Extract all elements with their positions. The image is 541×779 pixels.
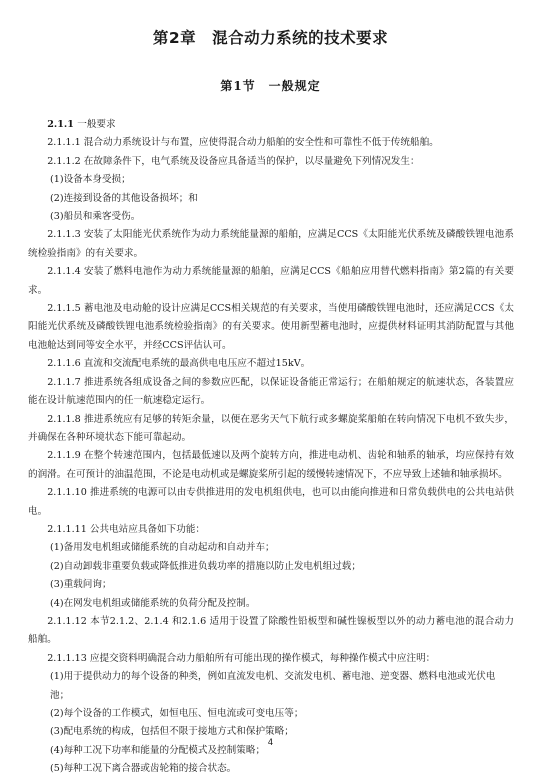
paragraph-2-1-1-4: 2.1.1.4 安装了燃料电池作为动力系统能量源的船舶，应满足CCS《船舶应用替代燃料指南》第2篇的有关要求。 xyxy=(28,266,514,296)
chapter-title: 第2章 混合动力系统的技术要求 xyxy=(152,29,389,47)
subsection-number: 2.1.1 xyxy=(47,119,74,130)
list-item: (2)自动卸载非重要负载或降低推进负载功率的措施以防止发电机组过载； xyxy=(50,560,361,572)
paragraph-2-1-1-12: 2.1.1.12 本节2.1.2、2.1.4 和2.1.6 适用于设置了除酸性铅板型和碱性镍板型以外的动力蓄电池的混合动力船舶。 xyxy=(28,615,514,646)
list-item: (4)在网发电机组或储能系统的负荷分配及控制。 xyxy=(50,597,256,609)
paragraph-2-1-1-8: 2.1.1.8 推进系统应有足够的转矩余量，以便在恶劣天气下航行或多螺旋桨船舶在转向情况下电机不致失步，并确保在各种环境状态下能可靠起动。 xyxy=(28,413,514,443)
list-item: (1)设备本身受损； xyxy=(50,174,131,186)
paragraph-2-1-1-5: 2.1.1.5 蓄电池及电动舱的设计应满足CCS相关规范的有关要求，当使用磷酸铁锂电池时，还应满足CCS《太阳能光伏系统及磷酸铁锂电池系统检验指南》的有关要求。使用新型蓄电池时，应提供材料证明其消防配置与其他电池舱达到同等安全水平，并经CCS评估认可。 xyxy=(28,303,514,351)
list-item: (1)用于提供动力的每个设备的种类，例如直流发电机、交流发电机、蓄电池、逆变器、燃料电池或光伏电池； xyxy=(50,671,496,701)
section-title: 第1节 一般规定 xyxy=(220,79,321,93)
paragraph-2-1-1-7: 2.1.1.7 推进系统各组成设备之间的参数应匹配，以保证设备能正常运行；在船舶规定的航速状态，各装置应能在设计航速范围内的任一航速稳定运行。 xyxy=(28,376,514,407)
list-item: (3)船员和乘客受伤。 xyxy=(50,211,141,223)
page-number: 4 xyxy=(267,738,274,748)
paragraph-2-1-1-1: 2.1.1.1 混合动力系统设计与布置，应使得混合动力船舶的安全性和可靠性不低于传统船舶。 xyxy=(47,137,439,149)
list-item: (4)每种工况下功率和能量的分配模式及控制策略； xyxy=(50,744,266,756)
list-item: (1)备用发电机组或储能系统的自动起动和自动并车； xyxy=(50,542,275,554)
paragraph-2-1-1-6: 2.1.1.6 直流和交流配电系统的最高供电电压应不超过15kV。 xyxy=(47,358,311,370)
paragraph-2-1-1-3: 2.1.1.3 安装了太阳能光伏系统作为动力系统能量源的船舶，应满足CCS《太阳能光伏系统及磷酸铁锂电池系统检验指南》的有关要求。 xyxy=(28,229,514,259)
paragraph-2-1-1-9: 2.1.1.9 在整个转速范围内，包括最低速以及两个旋转方向，推进电动机、齿轮和轴系的轴承，均应保持有效的润滑。在可预计的油温范围，不论是电动机或是螺旋桨所引起的缓慢转速情况下，不应导致上述轴和轴承损坏。 xyxy=(28,450,514,480)
subsection-heading xyxy=(28,116,514,134)
paragraph-2-1-1-2: 2.1.1.2 在故障条件下，电气系统及设备应具备适当的保护，以尽量避免下列情况发生： xyxy=(47,155,420,167)
subsection-text: 一般要求 xyxy=(77,119,116,130)
paragraph-2-1-1-11: 2.1.1.11 公共电站应具备如下功能： xyxy=(47,523,206,535)
list-item: (3)重载问询； xyxy=(50,579,112,591)
list-item: (5)每种工况下离合器或齿轮箱的接合状态。 xyxy=(50,763,237,775)
document-body xyxy=(28,116,514,779)
paragraph-2-1-1-13: 2.1.1.13 应提交资料明确混合动力船舶所有可能出现的操作模式，每种操作模式中应注明： xyxy=(47,652,436,664)
paragraph-2-1-1-10: 2.1.1.10 推进系统的电源可以由专供推进用的发电机组供电，也可以由能向推进和日常负载供电的公共电站供电。 xyxy=(28,487,514,517)
list-item: (2)连接到设备的其他设备损坏；和 xyxy=(50,192,198,204)
list-item: (2)每个设备的工作模式，如恒电压、恒电流或可变电压等； xyxy=(50,708,304,719)
list-item: (3)配电系统的构成，包括但不限于接地方式和保护策略； xyxy=(50,726,294,738)
